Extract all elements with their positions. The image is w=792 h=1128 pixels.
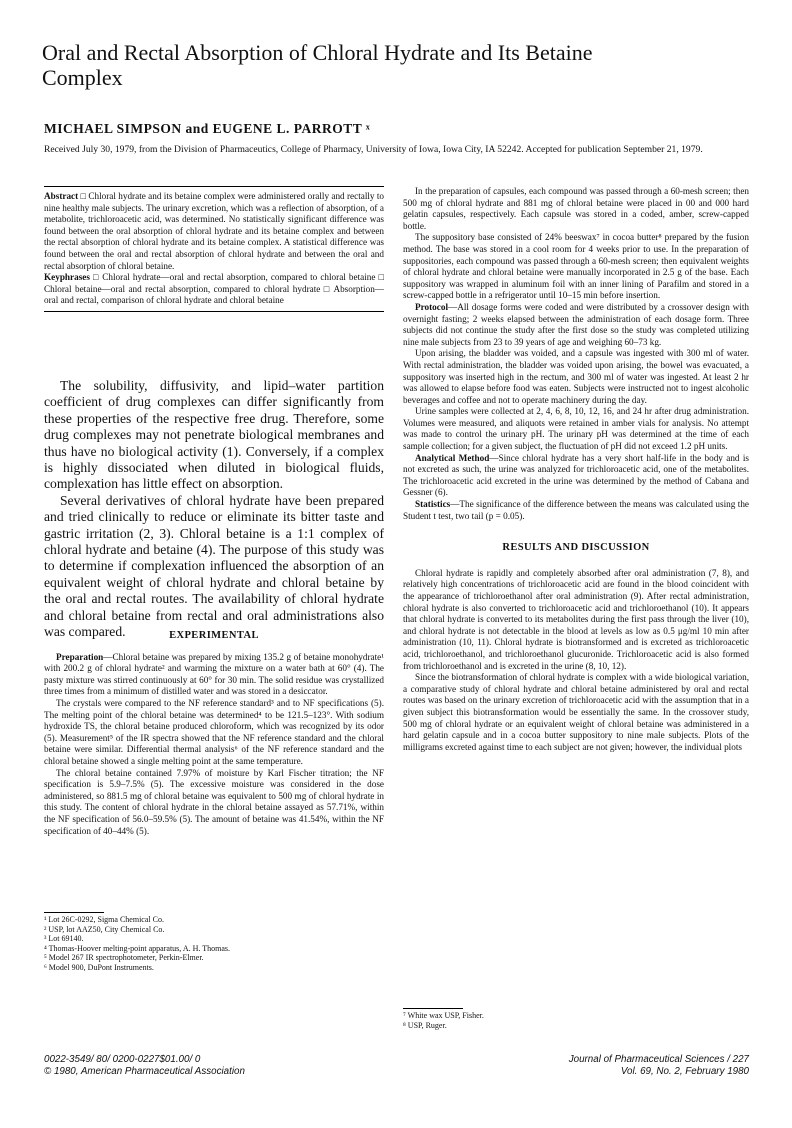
abstract-label: Abstract xyxy=(44,191,79,201)
keyphrases-paragraph xyxy=(44,272,384,307)
right-column xyxy=(403,186,749,753)
body-paragraph: Upon arising, the bladder was voided, and a capsule was ingested with 300 ml of water. With rectal administration, the bladder was voided upon arising, the bowel was evacuated, a suppository was inserted high in the rectum, and 300 ml of water was ingested. At least 2 hr was allowed to elapse before food was eaten. Subjects were instructed not to ingest alcoholic beverages and coffee and not to operate machinery during the day. xyxy=(403,348,749,405)
footer-volume: Vol. 69, No. 2, February 1980 xyxy=(620,1066,749,1077)
footnote-rule xyxy=(44,912,104,913)
footnote: ⁸ USP, Ruger. xyxy=(403,1020,447,1030)
protocol-text: —All dosage forms were coded and were distributed by a crossover design with overnight fasting; 2 weeks elapsed between the administration of each dosage form. Three subjects did not continue the study after the first dose so the study was completed utilizing nine male subjects from 23 to 39 years of age and weighing 60–73 kg. xyxy=(403,301,749,347)
footnote: ⁷ White wax USP, Fisher. xyxy=(403,1011,484,1020)
results-heading: RESULTS AND DISCUSSION xyxy=(502,542,650,554)
article-authors: MICHAEL SIMPSON and EUGENE L. PARROTT ˣ xyxy=(44,121,371,136)
footnote: ¹ Lot 26C-0292, Sigma Chemical Co. xyxy=(44,915,164,924)
experimental-heading: EXPERIMENTAL xyxy=(169,630,259,641)
footnote: ⁴ Thomas-Hoover melting-point apparatus, A. H. Thomas. xyxy=(44,943,231,953)
analytical-method-text: —Since chloral hydrate has a very short half-life in the body and is not excreted as such, the urine was analyzed for trichloroacetic acid, one of the metabolites. The trichloroacetic acid excreted in the urine was determined by the method of Cabana and Gessner (6). xyxy=(403,452,750,498)
body-paragraph: Urine samples were collected at 2, 4, 6, 8, 10, 12, 16, and 24 hr after drug administration. Volumes were measured, and aliquots were retained in amber vials for analysis. No attempt was made to control the urinary pH. The urinary pH was determined at the time of each sample collection; for a given subject, the fluctuation of pH did not exceed 1.2 pH units. xyxy=(403,406,749,452)
intro-paragraph: Several derivatives of chloral hydrate have been prepared and tried clinically to reduce or eliminate its bitter taste and gastric irritation (2, 3). Chloral betaine is a 1:1 complex of chloral hydrate and betaine (4). The purpose of this study was to determine if complexation influenced the absorption of an equivalent weight of chloral hydrate and chloral betaine by the oral and rectal routes. The availability of chloral hydrate and chloral betaine from rectal and oral administrations also was compared. xyxy=(44,492,384,640)
abstract-box xyxy=(44,186,384,312)
preparation-label: Preparation xyxy=(56,651,104,662)
box-bullet-icon: □ xyxy=(93,272,100,283)
abstract-text: Chloral hydrate and its betaine complex were administered orally and rectally to nine healthy male subjects. The urinary excretion, which was a reflection of absorption, of a metabolite, trichloroacetic acid, was determined. No statistically significant difference was found between the oral absorption of chloral hydrate and its betaine complex and between the rectal absorption of chloral hydrate and its betaine complex. A statistical difference was found between the oral and rectal absorption of chloral hydrate and between the oral and rectal absorption of chloral betaine. xyxy=(44,191,385,271)
footnote: ⁵ Model 267 IR spectrophotometer, Perkin-Elmer. xyxy=(44,953,204,963)
footer-copyright: © 1980, American Pharmaceutical Association xyxy=(44,1066,245,1077)
body-paragraph: The suppository base consisted of 24% beeswax⁷ in cocoa butter⁸ prepared by the fusion method. The base was stored in a cool room for 4 weeks prior to use. In the preparation of suppositories, each compound was passed through a 60-mesh screen; then equivalent weights of chloral hydrate and chloral betaine were manually incorporated in 2.5 g of the base. Each suppository was wrapped in aluminum foil with an inner lining of Parafilm and stored in a screw-capped bottle in a refrigerator until 10–15 min before insertion. xyxy=(403,232,749,301)
footer-left xyxy=(44,1054,245,1078)
footnote: ² USP, lot AAZ50, City Chemical Co. xyxy=(44,924,165,934)
abstract-paragraph xyxy=(44,191,384,272)
footnote: ³ Lot 69140. xyxy=(44,934,84,944)
protocol-label: Protocol xyxy=(415,301,448,312)
footnotes-left xyxy=(44,912,384,973)
footnote: ⁶ Model 900, DuPont Instruments. xyxy=(44,962,154,972)
preparation-text: —Chloral betaine was prepared by mixing 135.2 g of betaine monohydrate¹ with 200.2 g of chloral hydrate² and warming the mixture on a water bath at 60° (4). The pasty mixture was stirred continuously at 60° for 30 min. The solid residue was crystallized three times from a minimum of distilled water and was stored in a desiccator. xyxy=(44,651,384,697)
body-paragraph: In the preparation of capsules, each compound was passed through a 60-mesh screen; then 500 mg of chloral hydrate and 881 mg of chloral betaine were placed in 00 and 000 hard gelatin capsules, respectively. Each capsule was stored in a coded, amber, screw-capped bottle. xyxy=(403,186,749,231)
keyphrases-label: Keyphrases xyxy=(44,272,90,283)
experimental-paragraph: The crystals were compared to the NF reference standard³ and to NF specifications (5). The melting point of the chloral betaine was determined⁴ to be 121.5–123°. With sodium hydroxide TS, the chloral betaine produced chloroform, which was recognized by its odor (5). Measurement⁵ of the IR spectra showed that the NF reference standard and the chloral betaine were similar. Differential thermal analysis⁶ of the NF reference standard and the chloral betaine showed a single melting point at the same temperature. xyxy=(44,697,384,766)
statistics-label: Statistics xyxy=(415,499,451,510)
footnote-rule xyxy=(403,1008,463,1009)
box-bullet-icon: □ xyxy=(80,191,87,201)
footer-journal: Journal of Pharmaceutical Sciences / 227 xyxy=(568,1054,749,1065)
statistics-text: —The significance of the difference between the means was calculated using the Student t test, two tail (p = 0.05). xyxy=(403,499,749,521)
introduction xyxy=(44,378,384,641)
body-paragraph: Chloral hydrate is rapidly and completely absorbed after oral administration (7, 8), and relatively high concentrations of trichloroacetic acid are found in the blood coincident with the appearance of trichloroethanol after oral administration (9). After rectal administration, chloral hydrate is also converted to trichloroacetic acid and trichloroethanol (10). It appears that chloral hydrate is converted to its metabolites during the first pass through the liver (10), and chloral hydrate is not detectable in the blood at levels as low as 0.5 μg/ml 10 min after administration (10, 11). Chloral hydrate is biotransformed and is excreted as trichloroacetic acid, trichloroethanol, and trichloroethanol glucuronide. Trichloroacetic acid is also formed from trichloroethanol and is excreted in the urine (8, 10, 12). xyxy=(403,567,749,671)
footer-code: 0022-3549/ 80/ 0200-0227$01.00/ 0 xyxy=(44,1054,201,1065)
body-paragraph xyxy=(403,302,749,348)
experimental-paragraph xyxy=(44,652,384,698)
footer-right xyxy=(555,1054,749,1078)
body-paragraph: Since the biotransformation of chloral hydrate is complex with a wide biological variation, a comparative study of chloral hydrate and chloral betaine administered by oral and rectal routes was based on the urinary excretion of trichloroacetic acid with the assumption that in a given subject this biotransformation would be essentially the same. In the crossover study, 500 mg of chloral hydrate or an equivalent weight of chloral betaine was administered in a hard gelatin capsule and in a cocoa butter suppository to nine male subjects. Plots of the milligrams excreted against time to each subject are not given; however, the individual plots xyxy=(403,672,749,752)
experimental-section xyxy=(44,630,384,837)
keyphrases-text: Chloral hydrate—oral and rectal absorption, compared to chloral betaine □ Chloral betaine—oral and rectal absorption, compared to chloral hydrate □ Absorption—oral and rectal, comparison of chloral hydrate and chloral betaine xyxy=(44,272,385,306)
footnotes-right xyxy=(403,1008,749,1030)
experimental-paragraph: The chloral betaine contained 7.97% of moisture by Karl Fischer titration; the NF specification is 5.9–7.5% (5). The excessive moisture was considered in the dose administered, so 881.5 mg of chloral betaine was equivalent to 500 mg of chloral hydrate in this study. The content of chloral hydrate in the chloral betaine assayed as 57.71%, within the NF specification of 56.0–59.5% (5). The amount of betaine was 41.54%, within the NF specification of 40–44% (5). xyxy=(44,767,384,836)
analytical-method-label: Analytical Method xyxy=(415,452,490,463)
intro-paragraph: The solubility, diffusivity, and lipid–water partition coefficient of drug complexes can differ significantly from these properties of the respective free drug. Therefore, some drug complexes may not penetrate biological membranes and thus have no biological activity (1). Conversely, if a complex is highly dissociated when diluted in biological fluids, complexation has little effect on absorption. xyxy=(44,378,384,492)
body-paragraph xyxy=(403,499,749,522)
body-paragraph xyxy=(403,453,749,499)
received-line: Received July 30, 1979, from the Division of Pharmaceutics, College of Pharmacy, University of Iowa, Iowa City, IA 52242. Accepted for publication September 21, 1979. xyxy=(44,144,703,155)
article-title: Oral and Rectal Absorption of Chloral Hydrate and Its Betaine Complex xyxy=(42,40,593,90)
